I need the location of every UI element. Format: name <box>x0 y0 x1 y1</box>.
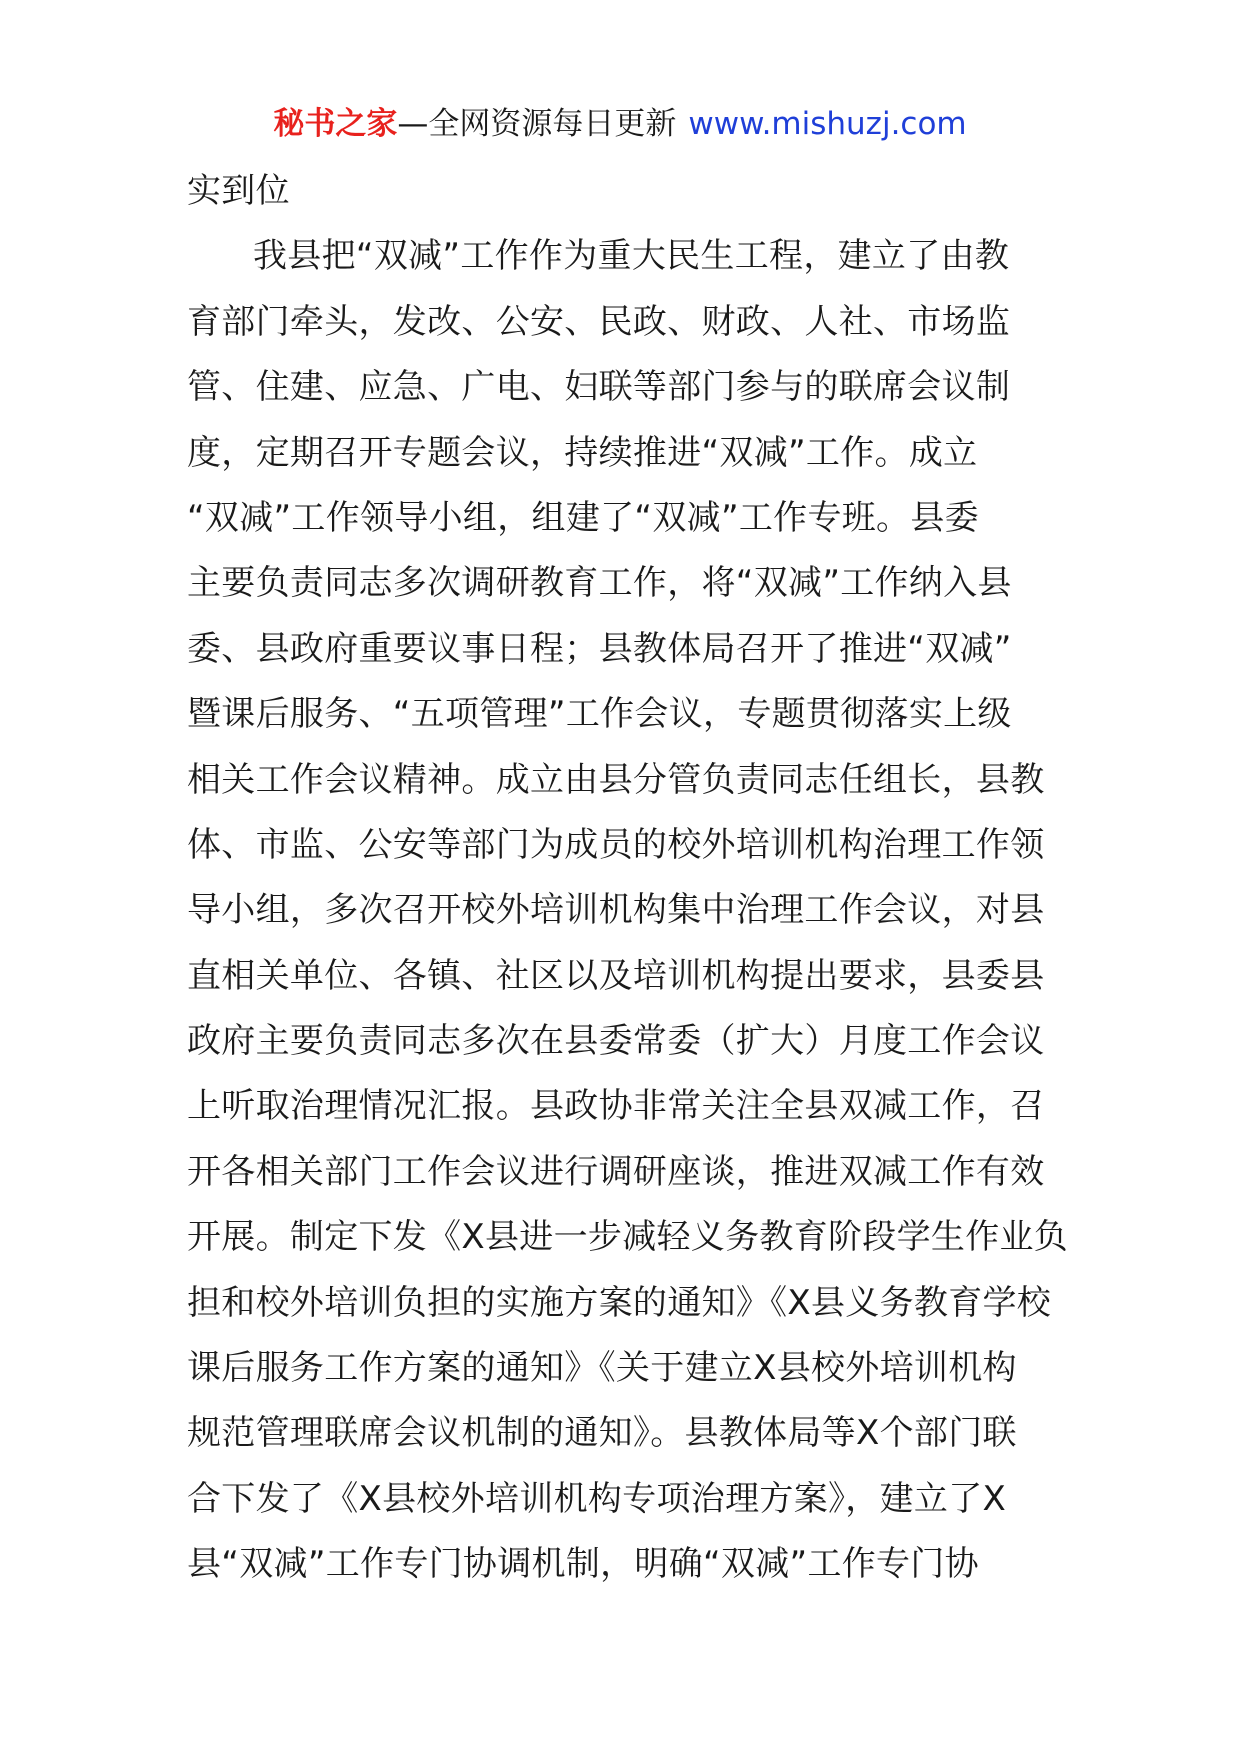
text-line: 导小组，多次召开校外培训机构集中治理工作会议，对县 <box>187 890 1045 931</box>
text-line: 相关工作会议精神。成立由县分管负责同志任组长，县教 <box>187 759 1045 800</box>
site-url-link[interactable]: www.mishuzj.com <box>688 106 967 142</box>
text-line: 合下发了《X县校外培训机构专项治理方案》，建立了X <box>187 1478 1007 1519</box>
text-line: 规范管理联席会议机制的通知》。县教体局等X个部门联 <box>187 1413 1017 1454</box>
text-line: 课后服务工作方案的通知》《关于建立X县校外培训机构 <box>187 1348 1017 1389</box>
text-line: 开各相关部门工作会议进行调研座谈，推进双减工作有效 <box>187 1151 1045 1192</box>
text-line: 县“双减”工作专门协调机制，明确“双减”工作专门协 <box>187 1544 979 1585</box>
text-line: 上听取治理情况汇报。县政协非常关注全县双减工作，召 <box>187 1086 1045 1127</box>
text-line: 直相关单位、各镇、社区以及培训机构提出要求，县委县 <box>187 955 1045 996</box>
text-line: 体、市监、公安等部门为成员的校外培训机构治理工作领 <box>187 824 1045 865</box>
text-line: 担和校外培训负担的实施方案的通知》《X县义务教育学校 <box>187 1282 1052 1323</box>
document-body <box>187 159 1069 1598</box>
text-line: 委、县政府重要议事日程；县教体局召开了推进“双减” <box>187 628 1012 669</box>
text-line: 实到位 <box>187 171 290 211</box>
site-header <box>0 104 1240 144</box>
text-line: 主要负责同志多次调研教育工作，将“双减”工作纳入县 <box>187 563 1012 604</box>
text-line: 暨课后服务、“五项管理”工作会议，专题贯彻落实上级 <box>187 694 1012 735</box>
text-line: “双减”工作领导小组，组建了“双减”工作专班。县委 <box>187 497 979 538</box>
text-line: 度，定期召开专题会议，持续推进“双减”工作。成立 <box>187 432 978 473</box>
text-line: 政府主要负责同志多次在县委常委（扩大）月度工作会议 <box>187 1021 1045 1062</box>
paragraph-first-line: 我县把“双减”工作作为重大民生工程，建立了由教 <box>253 236 1010 277</box>
text-line: 管、住建、应急、广电、妇联等部门参与的联席会议制 <box>187 367 1011 408</box>
site-brand: 秘书之家 <box>273 106 398 142</box>
site-tagline: —全网资源每日更新 <box>397 106 677 142</box>
text-line: 育部门牵头，发改、公安、民政、财政、人社、市场监 <box>187 301 1011 342</box>
text-line: 开展。制定下发《X县进一步减轻义务教育阶段学生作业负 <box>187 1217 1069 1258</box>
